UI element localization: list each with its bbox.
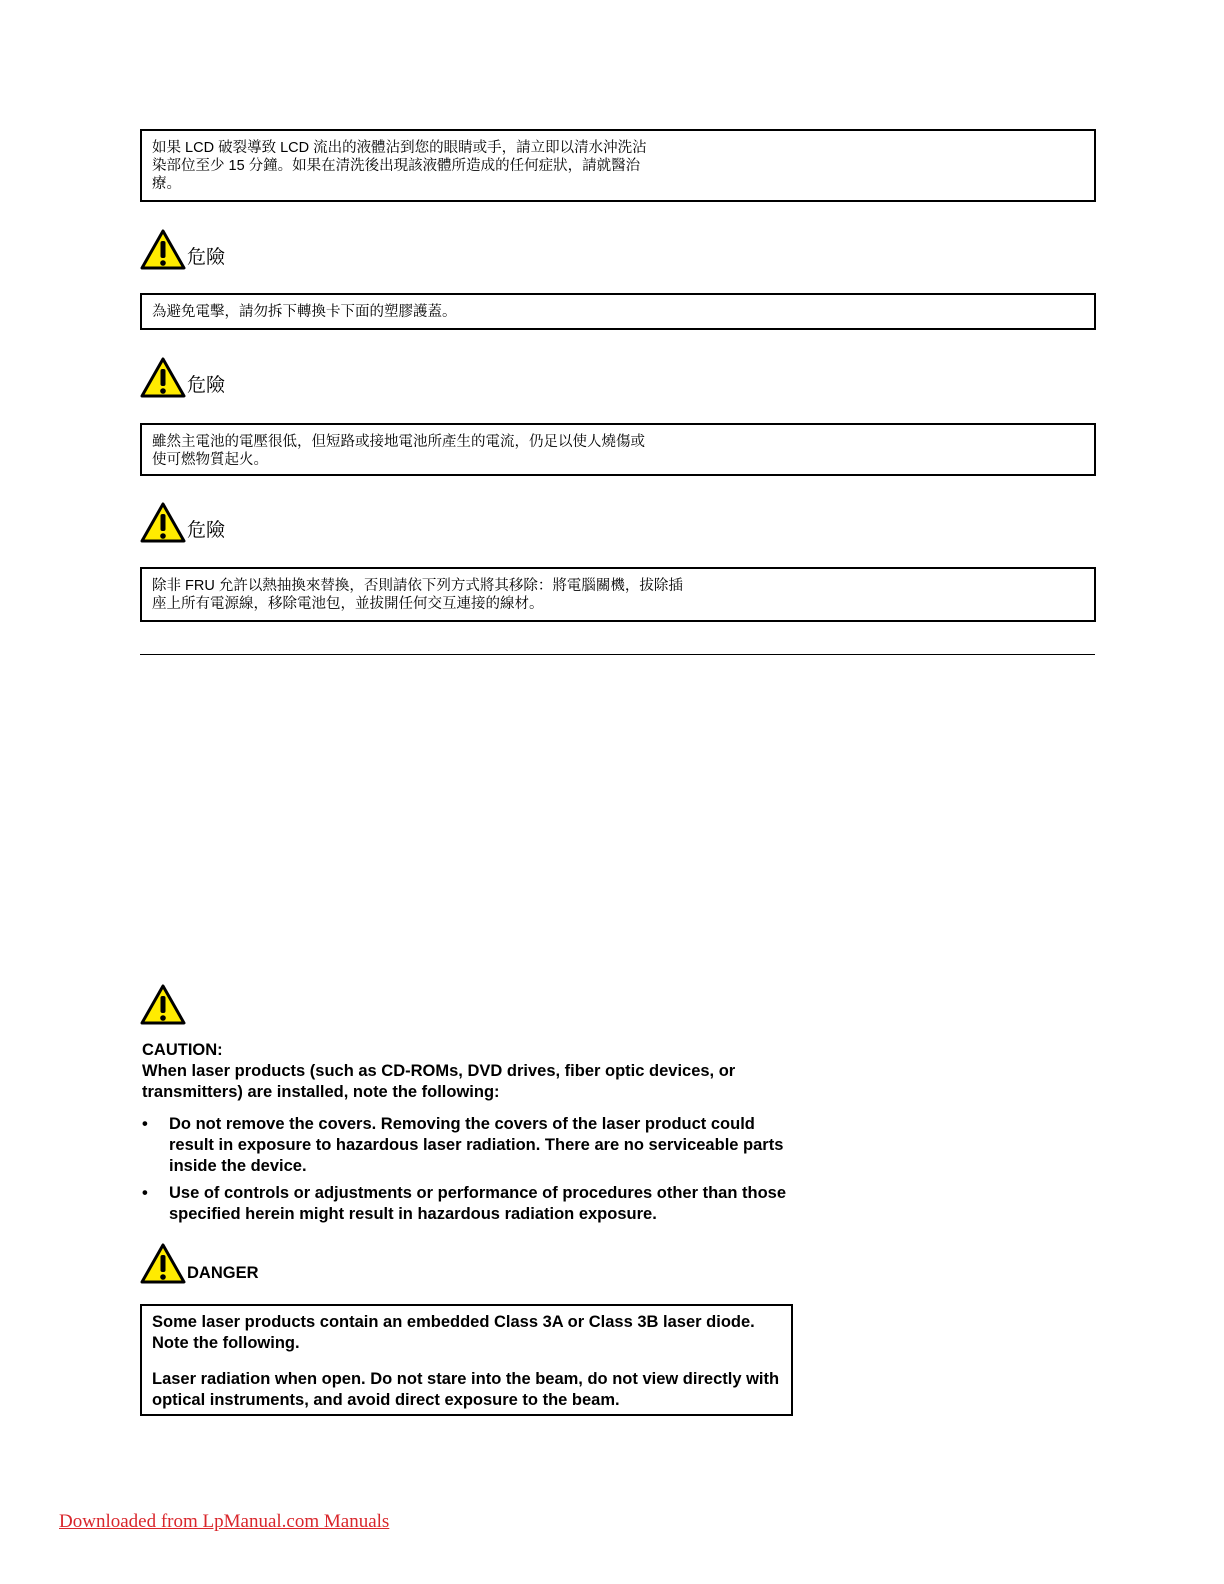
footer-download-link[interactable]: Downloaded from LpManual.com Manuals bbox=[59, 1511, 390, 1532]
battery-notice-box bbox=[140, 423, 1096, 476]
bullet-text: Use of controls or adjustments or performance of procedures other than those specified herein might result in hazardous radiation exposure. bbox=[169, 1184, 787, 1223]
laser-diode-paragraph-2: Laser radiation when open. Do not stare into the beam, do not view directly with optical instruments, and avoid direct exposure to the beam. bbox=[152, 1370, 780, 1409]
danger-heading-label: 危險 bbox=[187, 520, 226, 541]
warning-triangle-icon bbox=[140, 356, 186, 398]
bullet-text: Do not remove the covers. Removing the covers of the laser product could result in exposure to hazardous laser radiation. There are no serviceable parts inside the device. bbox=[169, 1115, 784, 1175]
electric-shock-notice-box bbox=[140, 293, 1096, 330]
caution-intro: When laser products (such as CD-ROMs, DVD drives, fiber optic devices, or transmitters) are installed, note the following: bbox=[142, 1062, 736, 1101]
list-item bbox=[142, 1114, 802, 1177]
caution-title: CAUTION: bbox=[142, 1041, 223, 1059]
section-divider bbox=[140, 654, 1095, 655]
warning-triangle-icon bbox=[140, 1242, 186, 1284]
list-item bbox=[142, 1183, 802, 1225]
danger-heading-english bbox=[140, 1242, 259, 1284]
lcd-fluid-notice-text: 如果 LCD 破裂導致 LCD 流出的液體沾到您的眼睛或手，請立即以清水沖洗沾 染部位至少 15 分鐘。如果在清洗後出現該液體所造成的任何症狀，請就醫治 療。 bbox=[152, 140, 647, 192]
fru-removal-notice-text: 除非 FRU 允許以熱抽換來替換，否則請依下列方式將其移除：將電腦關機，拔除插 座上所有電源線，移除電池包，並拔開任何交互連接的線材。 bbox=[152, 578, 683, 612]
warning-triangle-icon bbox=[140, 228, 186, 270]
danger-heading-1 bbox=[140, 226, 225, 270]
danger-heading-3 bbox=[140, 499, 225, 543]
warning-triangle-icon bbox=[140, 501, 186, 543]
laser-diode-paragraph-1: Some laser products contain an embedded Class 3A or Class 3B laser diode. Note the following. bbox=[152, 1313, 755, 1352]
electric-shock-notice-text: 為避免電擊，請勿拆下轉換卡下面的塑膠護蓋。 bbox=[152, 304, 457, 320]
danger-heading-label: DANGER bbox=[187, 1264, 259, 1282]
bullet-symbol: • bbox=[142, 1184, 148, 1202]
caution-bullet-list bbox=[142, 1114, 802, 1231]
danger-heading-label: 危險 bbox=[187, 375, 226, 396]
lcd-fluid-notice-box bbox=[140, 129, 1096, 202]
fru-removal-notice-box bbox=[140, 567, 1096, 622]
bullet-symbol: • bbox=[142, 1115, 148, 1133]
warning-triangle-icon bbox=[140, 983, 186, 1025]
danger-heading-label: 危險 bbox=[187, 247, 226, 268]
laser-diode-notice-box bbox=[140, 1304, 793, 1416]
battery-notice-text: 雖然主電池的電壓很低，但短路或接地電池所產生的電流，仍足以使人燒傷或 使可燃物質起火。 bbox=[152, 434, 645, 468]
danger-heading-2 bbox=[140, 354, 225, 398]
